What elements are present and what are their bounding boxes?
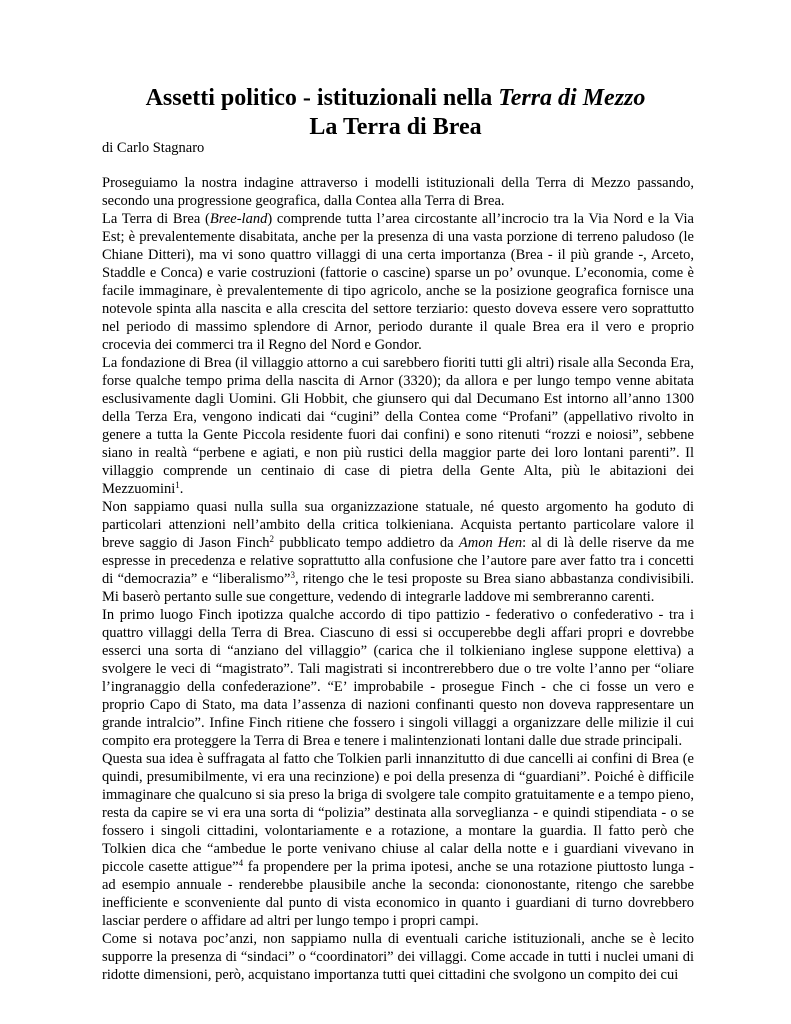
title-text: Assetti politico - istituzionali nella — [145, 85, 499, 111]
paragraph-6: Questa sua idea è suffragata al fatto che Tolkien parli innanzitutto di due cancelli ai confini di Brea (e quindi, presumibilmente, vi era una recinzione) e poi della presenza di “guardiani”. Poiché è difficile immaginare che qualcuno si sia preso la briga di svolgere tale compito gratuitamente e a tempo pieno, resta da capire se vi era una sorta di “polizia” destinata alla sorveglianza - e quindi stipendiata - o se fossero i singoli cittadini, volontariamente e a rotazione, a montare la guardia. Il fatto però che Tolkien dica che “ambedue le porte venivano chiuse al calar della notte e i guardiani vivevano in piccole casette attigue”$^4$ fa propendere per la prima ipotesi, anche se una rotazione piuttosto lunga - ad esempio annuale - renderebbe plausibile anche la seconda: ciononostante, ritengo che sarebbe inefficiente e sconveniente dal punto di vista economico in quanto i guardiani di turno dovrebbero lasciar perdere o affidare ad altri per lungo tempo i propri campi. — [102, 751, 694, 929]
document-title — [0, 85, 791, 112]
paragraph-2: La Terra di Brea (Bree-land) comprende tutta l’area circostante all’incrocio tra la Via Nord e la Via Est; è prevalentemente disabitata, anche per la presenza di una vasta porzione di terreno paludoso (le Chiane Ditteri), ma vi sono quattro villaggi di una certa importanza (Brea - il più grande -, Arceto, Staddle e Conca) e varie costruzioni (fattorie o cascine) sparse un po’ ovunque. L’economia, come è facile immaginare, è prevalentemente di tipo agricolo, anche se la posizione geografica fornisce una notevole spinta alla nascita e alla crescita del settore terziario: questo doveva essere vero soprattutto nel periodo di massimo splendore di Arnor, periodo durante il quale Brea era il vero e proprio crocevia dei commerci tra il Regno del Nord e Gondor. — [102, 211, 694, 353]
title-italic-text: Terra di Mezzo — [498, 85, 646, 111]
paragraph-1: Proseguiamo la nostra indagine attraverso i modelli istituzionali della Terra di Mezzo passando, secondo una progressione geografica, dalla Contea alla Terra di Brea. — [102, 175, 694, 209]
paragraph-7: Come si notava poc’anzi, non sappiamo nulla di eventuali cariche istituzionali, anche se è lecito supporre la presenza di “sindaci” o “coordinatori” dei villaggi. Come accade in tutti i nuclei umani di ridotte dimensioni, però, acquistano importanza tutti quei cittadini che svolgono un compito dei cui — [102, 931, 694, 983]
italic-term: Bree-land — [209, 211, 268, 227]
paragraph-4: Non sappiamo quasi nulla sulla sua organizzazione statuale, né questo argomento ha goduto di particolari attenzioni nell’ambito della critica tolkieniana. Acquista pertanto particolare valore il breve saggio di Jason Finch$^2$ pubblicato tempo addietro da Amon Hen: al di là delle riserve da me espresse in precedenza e relative soprattutto alla confusione che l’autore pare aver fatto tra i concetti di “democrazia” e “liberalismo”$^3$, ritengo che le tesi proposte su Brea siano abbastanza condivisibili. Mi baserò pertanto sulle sue congetture, vedendo di integrarle laddove mi sembreranno carenti. — [102, 499, 695, 605]
footnote-ref-3[interactable]: 3 — [290, 570, 295, 580]
author-line: di Carlo Stagnaro — [102, 140, 205, 156]
document-subtitle: La Terra di Brea — [309, 114, 482, 140]
footnote-ref-2[interactable]: 2 — [269, 534, 275, 544]
footnote-ref-1[interactable]: 1 — [175, 480, 180, 490]
italic-term: Amon Hen — [458, 535, 523, 551]
paragraph-3: La fondazione di Brea (il villaggio attorno a cui sarebbero fioriti tutti gli altri) risale alla Seconda Era, forse qualche tempo prima della nascita di Arnor (3320); da allora e per lungo tempo venne abitata esclusivamente dagli Uomini. Gli Hobbit, che giunsero qui dal Decumano Est intorno all’anno 1300 della Terza Era, vengono indicati dai “cugini” della Contea come “Profani” (appellativo rivolto in genere a tutta la Gente Piccola residente fuori dai confini) e sono ritenuti “rozzi e noiosi”, sebbene siano in realtà “perbene e agiati, e non più rustici della maggior parte dei loro lontani parenti”. Il villaggio comprende un centinaio di case di pietra della Gente Alta, più le abitazioni dei Mezzuomini$^1$. — [102, 355, 694, 497]
paragraph-5: In primo luogo Finch ipotizza qualche accordo di tipo pattizio - federativo o confederativo - tra i quattro villaggi della Terra di Brea. Ciascuno di essi si occuperebbe degli affari propri e dovrebbe esserci una sorta di “anziano del villaggio” (carica che il tolkieniano inglese suppone elettiva) a svolgere le veci di “magistrato”. Tali magistrati si incontrerebbero due o tre volte l’anno per “oliare l’ingranaggio della confederazione”. “E’ improbabile - prosegue Finch - che ci fosse un vero e proprio Capo di Stato, ma data l’assenza di nazioni confinanti questo non doveva rappresentare un grande intralcio”. Infine Finch ritiene che fossero i singoli villaggi a organizzare delle milizie il cui compito era proteggere la Terra di Brea e tenere i malintenzionati lontani dalle due strade principali. — [102, 607, 694, 749]
document-body — [102, 174, 694, 984]
footnote-ref-4[interactable]: 4 — [238, 858, 244, 868]
